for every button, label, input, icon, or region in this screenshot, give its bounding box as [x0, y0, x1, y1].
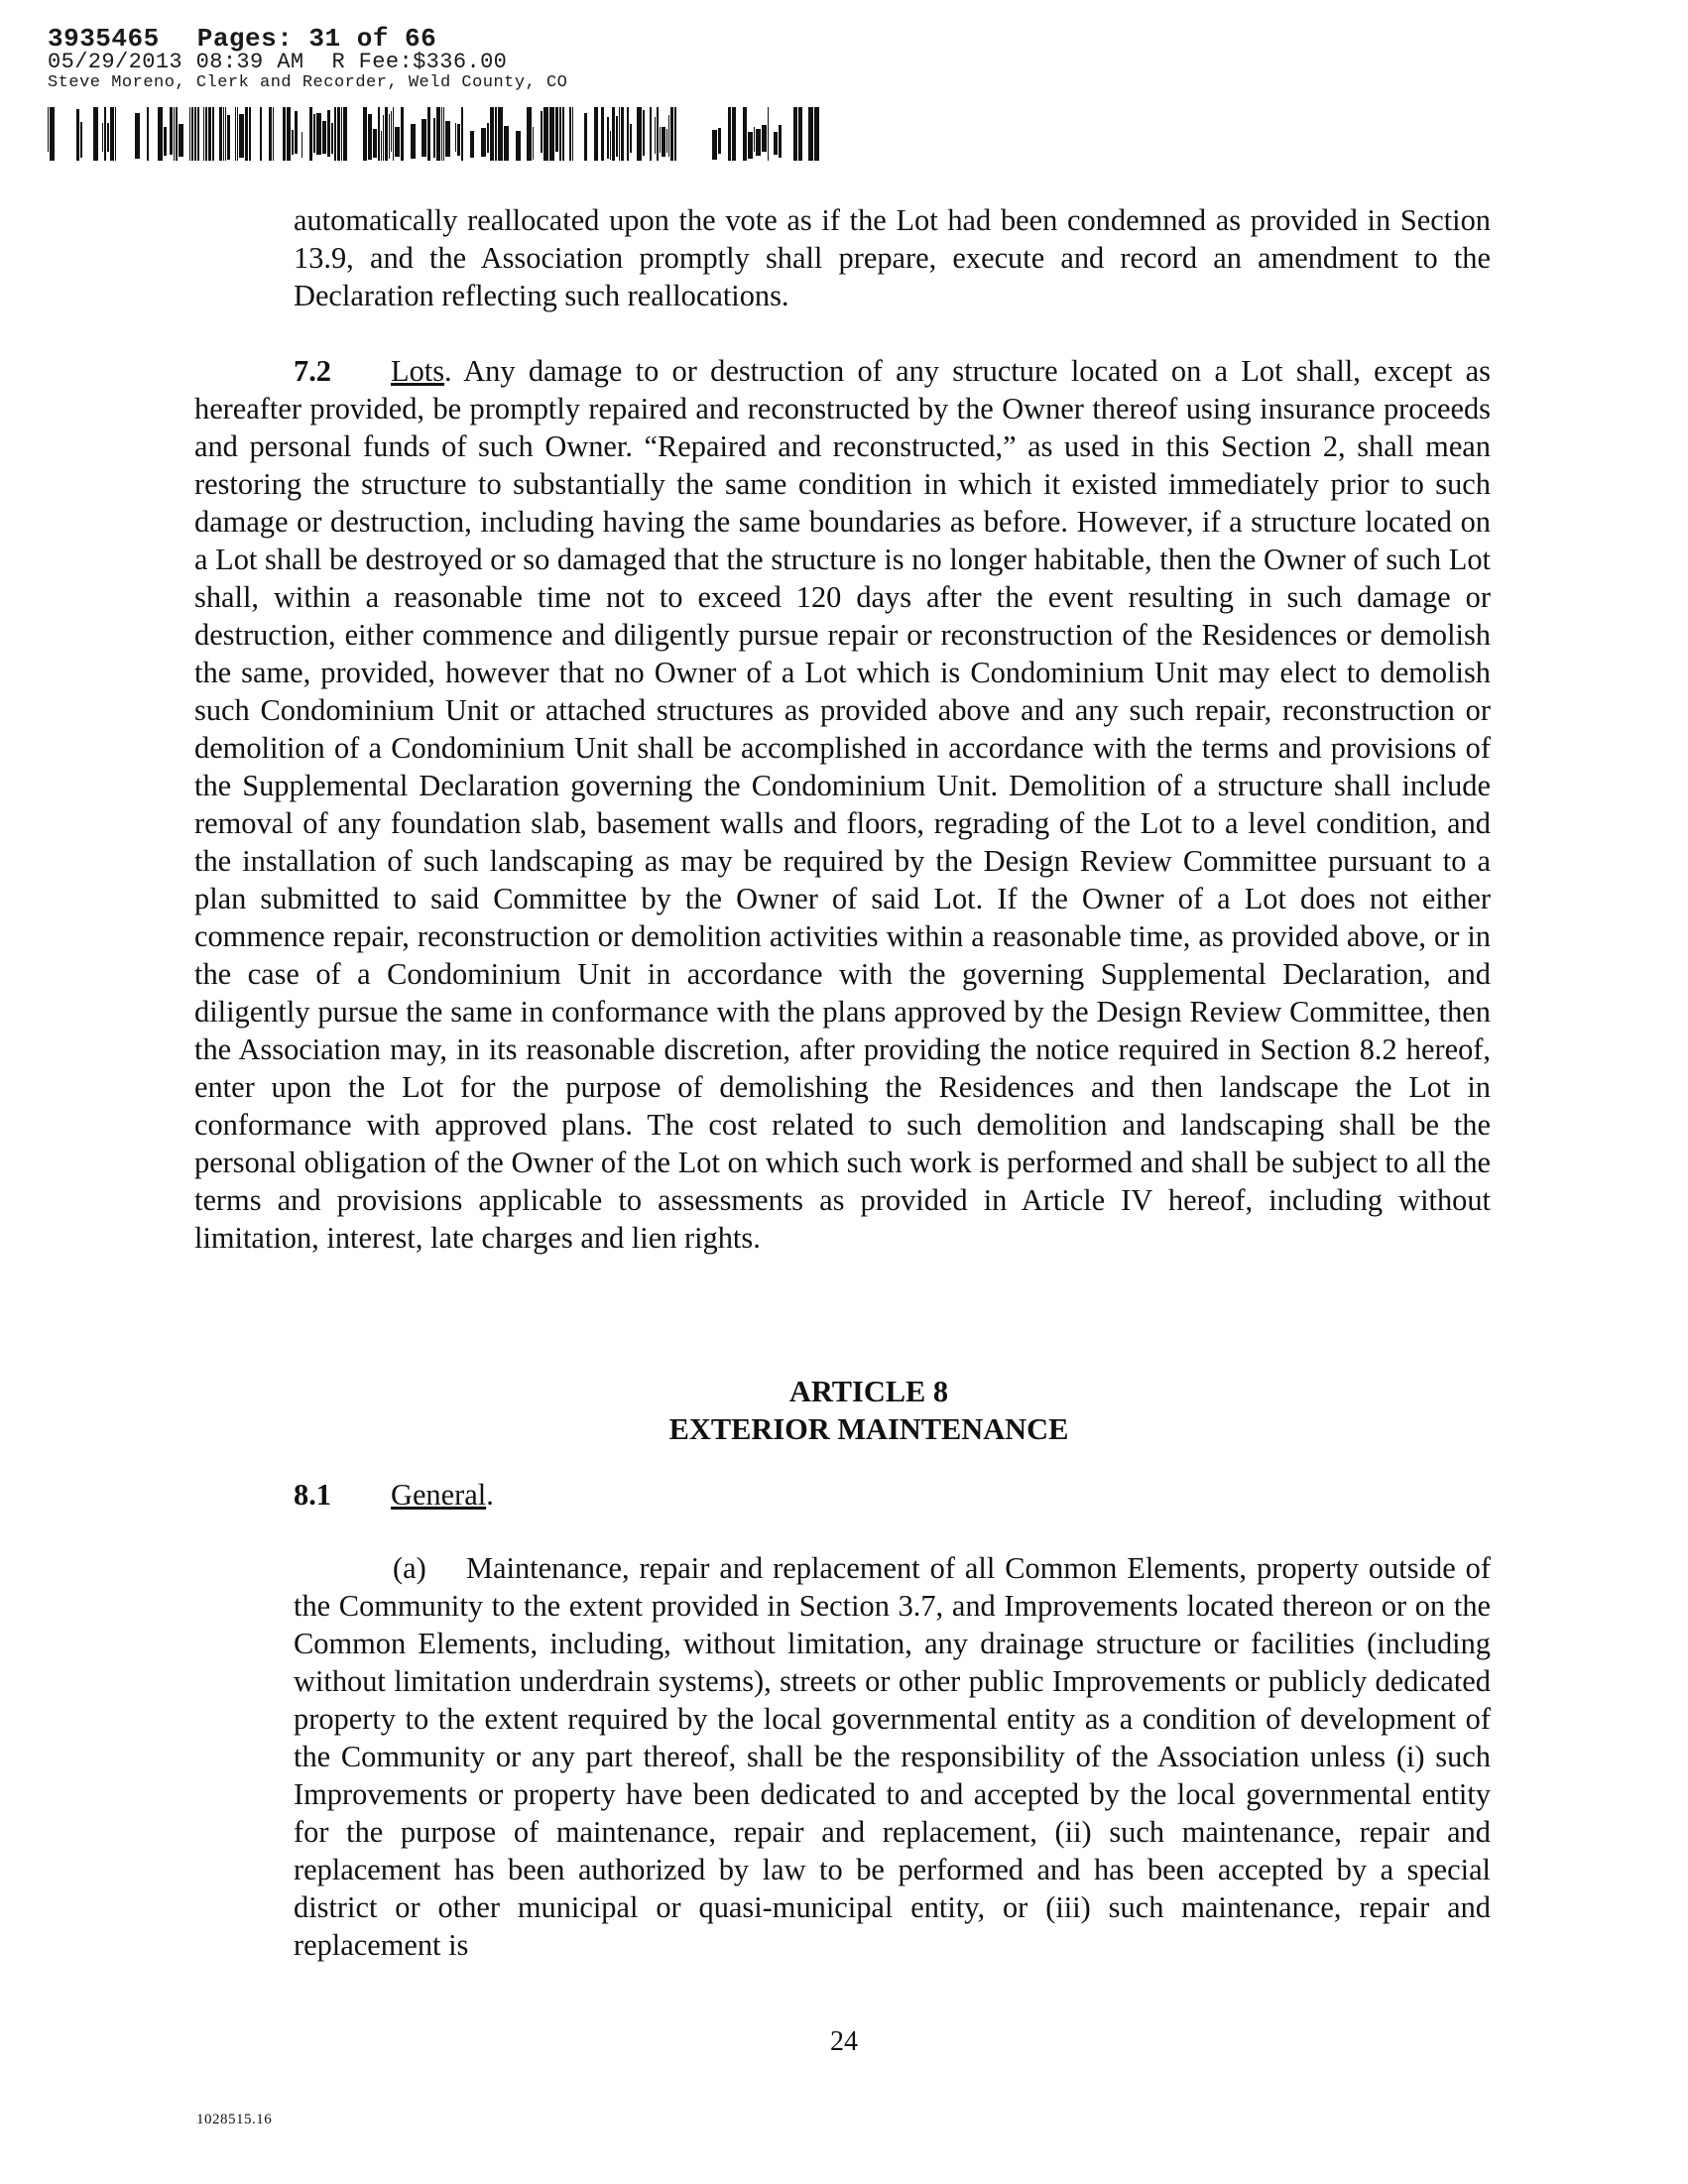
barcode-bar	[383, 115, 384, 161]
barcode-bar	[237, 107, 238, 161]
barcode-bar	[666, 129, 667, 153]
barcode-bar	[504, 126, 509, 161]
barcode-bar	[50, 107, 55, 161]
barcode-bar	[657, 107, 659, 161]
barcode-bar	[80, 122, 82, 158]
barcode-bar	[378, 107, 380, 161]
barcode-bar	[754, 127, 755, 152]
recorder-name: Steve Moreno, Clerk and Recorder, Weld County, CO	[48, 73, 568, 92]
barcode-bar	[543, 107, 548, 161]
section-8-1-heading	[294, 1476, 494, 1514]
barcode-bar	[269, 107, 272, 161]
barcode-bar	[637, 107, 642, 161]
barcode-bar	[533, 127, 534, 160]
barcode-bar	[295, 111, 298, 154]
barcode-bar	[179, 124, 183, 157]
barcode-bar	[283, 107, 286, 161]
barcode-bar	[594, 107, 598, 161]
barcode-bar	[176, 107, 178, 161]
barcode-bar	[572, 107, 573, 161]
barcode-bar	[203, 107, 204, 161]
barcode-bar	[147, 107, 149, 161]
barcode-bar	[158, 107, 163, 161]
barcode-bar	[343, 107, 347, 161]
barcode-bar	[562, 107, 564, 161]
article-title: EXTERIOR MAINTENANCE	[668, 1412, 1069, 1446]
barcode-bar	[650, 107, 652, 161]
subsection-a-body: Maintenance, repair and replacement of all Common Elements, property outside of the Community to the extent provided in Section 3.7, and Improvements located thereon or on the Common Elements, including, without limitation, any drainage structure or facilities (including without limitation underdrain systems), streets or other public Improvements or publicly dedicated property to the extent required by the local governmental entity as a condition of development of the Community or any part thereof, shall be the responsibility of the Association unless (i) such Improvements or property have been dedicated to and accepted by the local governmental entity for the purpose of maintenance, repair and replacement, (ii) such maintenance, repair and replacement has been authorized by law to be performed and has been accepted by a special district or other municipal or quasi-municipal entity, or (iii) such maintenance, repair and replacement is	[294, 1551, 1491, 1962]
barcode-bar	[559, 107, 561, 161]
barcode-bar	[341, 107, 342, 161]
barcode-bar	[461, 107, 463, 161]
barcode-bar	[239, 114, 244, 158]
barcode-bar	[194, 107, 196, 161]
barcode-bar	[798, 107, 802, 161]
recording-barcode	[48, 107, 829, 161]
barcode-bar	[292, 130, 294, 155]
barcode-bar	[309, 107, 312, 161]
barcode-bar	[327, 110, 330, 157]
section-7-2-paragraph	[194, 352, 1491, 1257]
barcode-bar	[527, 107, 532, 161]
barcode-bar	[498, 107, 503, 161]
barcode-bar	[205, 107, 207, 161]
barcode-bar	[627, 107, 629, 161]
barcode-bar	[756, 129, 761, 156]
barcode-bar	[260, 107, 262, 161]
barcode-bar	[316, 113, 321, 155]
barcode-bar	[115, 107, 116, 161]
barcode-bar	[208, 107, 211, 161]
barcode-bar	[164, 127, 167, 156]
barcode-bar	[76, 109, 79, 161]
barcode-bar	[470, 131, 474, 158]
barcode-bar	[549, 107, 554, 161]
barcode-bar	[670, 107, 673, 161]
barcode-bar	[110, 107, 114, 161]
barcode-bar	[225, 107, 226, 161]
barcode-bar	[660, 127, 661, 153]
barcode-bar	[235, 107, 236, 161]
article-number: ARTICLE 8	[788, 1375, 949, 1408]
barcode-bar	[102, 123, 103, 152]
section-8-1-title: General	[391, 1478, 487, 1512]
barcode-bar	[170, 107, 173, 155]
barcode-bar	[728, 107, 731, 161]
barcode-bar	[313, 114, 315, 153]
barcode-bar	[743, 107, 747, 161]
page-number: 24	[830, 2026, 858, 2057]
barcode-bar	[779, 125, 782, 158]
barcode-bar	[718, 128, 721, 154]
barcode-bar	[301, 132, 302, 158]
article-heading-block	[0, 1373, 1688, 1448]
barcode-bar	[610, 131, 611, 160]
barcode-bar	[668, 115, 669, 157]
barcode-bar	[612, 107, 615, 161]
barcode-bar	[619, 107, 620, 161]
barcode-bar	[541, 111, 543, 153]
continuation-paragraph: automatically reallocated upon the vote as if the Lot had been condemned as provided in Section 13.9, and the Association promptly shall prepare, execute and record an amendment to the Declaration reflecting such reallocations.	[294, 203, 1491, 312]
barcode-bar	[555, 107, 558, 152]
recording-datetime: 05/29/2013 08:39 AM	[48, 50, 304, 74]
barcode-bar	[191, 107, 193, 161]
barcode-bar	[655, 117, 656, 154]
barcode-bar	[395, 127, 400, 157]
section-7-2-body: . Any damage to or destruction of any structure located on a Lot shall, except as hereafter provided, be promptly repaired and reconstructed by the Owner thereof using insurance proceeds and personal funds of such Owner. “Repaired and reconstructed,” as used in this Section 2, shall mean restoring the structure to substantially the same condition in which it existed immediately prior to such damage or destruction, including having the same boundaries as before. However, if a structure located on a Lot shall be destroyed or so damaged that the structure is no longer habitable, then the Owner of such Lot shall, within a reasonable time not to exceed 120 days after the event resulting in such damage or destruction, either commence and diligently pursue repair or reconstruction of the Residences or demolish the same, provided, however that no Owner of a Lot which is Condominium Unit may elect to demolish such Condominium Unit or attached structures as provided above and any such repair, reconstruction or demolition of a Condominium Unit shall be accomplished in accordance with the terms and provisions of the Supplemental Declaration governing the Condominium Unit. Demolition of a structure shall include removal of any foundation slab, basement walls and floors, regrading of the Lot to a level condition, and the installation of such landscaping as may be required by the Design Review Committee pursuant to a plan submitted to said Committee by the Owner of said Lot. If the Owner of a Lot does not either commence repair, reconstruction or demolition activities within a reasonable time, as provided above, or in the case of a Condominium Unit in accordance with the governing Supplemental Declaration, and diligently pursue the same in conformance with the plans approved by the Design Review Committee, then the Association may, in its reasonable discretion, after providing the notice required in Section 8.2 hereof, enter upon the Lot for the purpose of demolishing the Residences and then landscape the Lot in conformance with approved plans. The cost related to such demolition and landscaping shall be the personal obligation of the Owner of the Lot on which such work is performed and shall be subject to all the terms and provisions applicable to assessments as provided in Article IV hereof, including without limitation, interest, late charges and lien rights.	[194, 354, 1491, 1255]
barcode-bar	[93, 107, 98, 161]
barcode-bar	[368, 114, 372, 160]
barcode-bar	[662, 127, 665, 157]
barcode-bar	[569, 107, 571, 161]
section-8-1-title-suffix: .	[486, 1478, 494, 1512]
barcode-bar	[443, 107, 444, 161]
barcode-bar	[391, 111, 392, 152]
barcode-bar	[322, 121, 326, 154]
barcode-bar	[219, 107, 222, 161]
barcode-bar	[249, 107, 251, 161]
barcode-bar	[48, 107, 49, 152]
barcode-bar	[630, 124, 632, 153]
recording-stamp	[48, 26, 567, 93]
barcode-bar	[762, 125, 767, 152]
barcode-bar	[287, 107, 291, 161]
barcode-bar	[808, 107, 813, 161]
barcode-bar	[212, 107, 214, 161]
barcode-bar	[389, 114, 390, 159]
barcode-bar	[814, 107, 819, 161]
barcode-bar	[331, 123, 333, 154]
barcode-bar	[436, 107, 440, 161]
barcode-bar	[445, 121, 450, 157]
barcode-bar	[495, 107, 497, 161]
barcode-bar	[381, 131, 382, 161]
section-8-1-number: 8.1	[294, 1478, 331, 1512]
page-count: Pages: 31 of 66	[196, 24, 437, 54]
barcode-bar	[481, 128, 486, 157]
subsection-a-paragraph	[294, 1549, 1491, 1964]
barcode-bar	[107, 123, 109, 152]
barcode-bar	[457, 124, 460, 156]
barcode-bar	[411, 124, 416, 159]
barcode-bar	[174, 107, 175, 161]
barcode-bar	[104, 107, 106, 161]
recording-fee: R Fee:$336.00	[331, 50, 508, 74]
barcode-bar	[385, 107, 388, 161]
barcode-bar	[487, 123, 489, 153]
barcode-bar	[363, 107, 367, 161]
barcode-bar	[393, 107, 394, 161]
document-id: 1028515.16	[196, 2112, 273, 2127]
barcode-bar	[189, 107, 190, 161]
barcode-bar	[422, 119, 426, 157]
barcode-bar	[433, 118, 435, 158]
barcode-bar	[441, 107, 442, 161]
barcode-bar	[337, 107, 340, 161]
barcode-bar	[373, 129, 377, 158]
barcode-bar	[401, 107, 404, 161]
barcode-bar	[223, 107, 224, 161]
barcode-bar	[621, 107, 624, 161]
barcode-bar	[616, 116, 618, 157]
subsection-a-label: (a)	[393, 1551, 426, 1585]
barcode-bar	[712, 130, 717, 160]
barcode-bar	[516, 131, 521, 161]
reception-number: 3935465	[48, 24, 160, 54]
barcode-bar	[455, 123, 456, 152]
barcode-bar	[607, 117, 609, 159]
section-7-2-number: 7.2	[294, 354, 331, 388]
barcode-bar	[774, 132, 778, 155]
barcode-bar	[227, 115, 230, 160]
barcode-bar	[427, 107, 430, 161]
barcode-bar	[490, 107, 494, 161]
barcode-bar	[197, 107, 199, 161]
barcode-bar	[748, 132, 753, 159]
barcode-bar	[674, 107, 676, 161]
barcode-bar	[643, 110, 645, 156]
barcode-bar	[334, 107, 336, 161]
barcode-bar	[273, 107, 274, 161]
barcode-bar	[584, 113, 587, 161]
barcode-bar	[601, 107, 604, 161]
barcode-bar	[793, 107, 797, 161]
barcode-bar	[768, 107, 769, 161]
barcode-bar	[245, 107, 248, 161]
barcode-bar	[135, 113, 140, 159]
barcode-bar	[732, 107, 736, 161]
section-7-2-title: Lots	[391, 354, 445, 388]
